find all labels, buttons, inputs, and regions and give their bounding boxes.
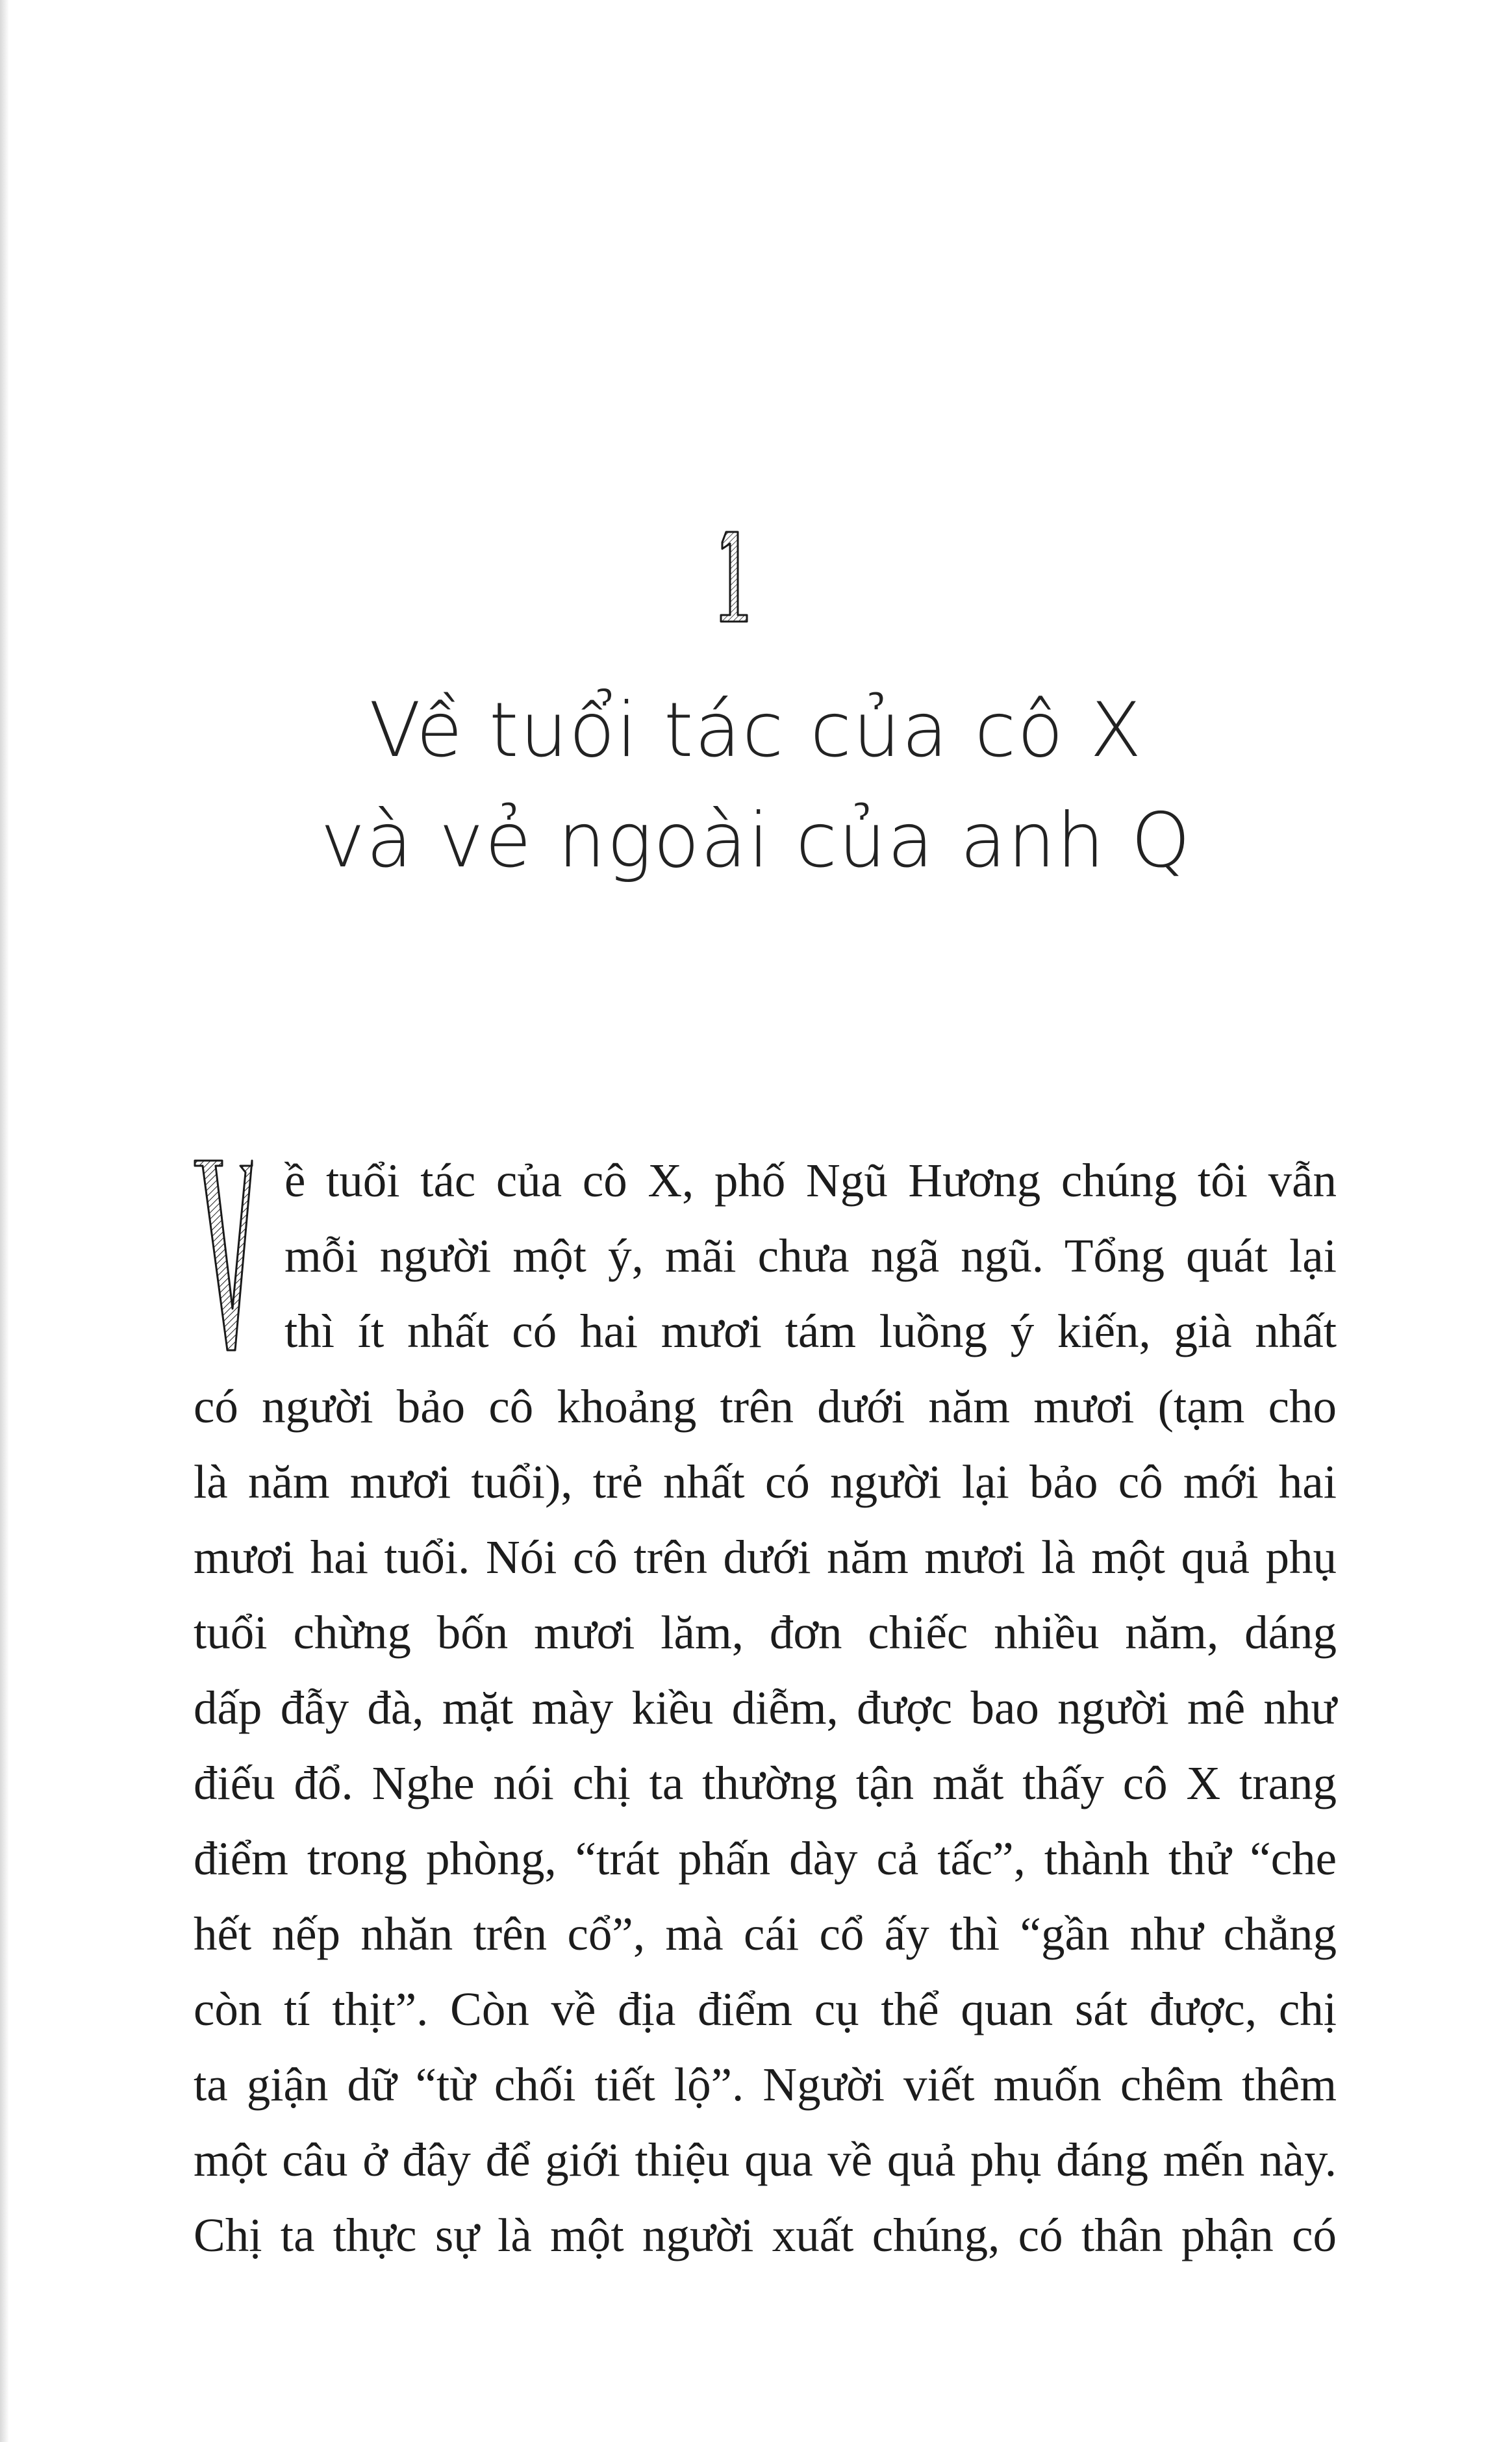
text-line: dấp đẫy đà, mặt mày kiều diễm, được bao người mê như [194, 1681, 1337, 1734]
text-line: thì ít nhất có hai mươi tám luồng ý kiến, già nhất [284, 1305, 1337, 1357]
chapter-title [0, 675, 1512, 896]
chapter-number [714, 529, 756, 624]
text-line: ta giận dữ “từ chối tiết lộ”. Người viết muốn chêm thêm [194, 2058, 1337, 2111]
text-line: là năm mươi tuổi), trẻ nhất có người lại bảo cô mới hai [194, 1455, 1337, 1508]
text-line: ề tuổi tác của cô X, phố Ngũ Hương chúng tôi vẫn [284, 1154, 1337, 1207]
text-line: điểm trong phòng, “trát phấn dày cả tấc”, thành thử “che [194, 1832, 1337, 1885]
text-line: tuổi chừng bốn mươi lăm, đơn chiếc nhiều năm, dáng [194, 1606, 1337, 1659]
text-line: hết nếp nhăn trên cổ”, mà cái cổ ấy thì “gần như chẳng [194, 1907, 1337, 1960]
text-line: mỗi người một ý, mãi chưa ngã ngũ. Tổng quát lại [284, 1229, 1337, 1282]
text-line: có người bảo cô khoảng trên dưới năm mươi (tạm cho [194, 1380, 1337, 1433]
text-line: một câu ở đây để giới thiệu qua về quả phụ đáng mến này. [194, 2134, 1337, 2186]
body-text [194, 1143, 1337, 2273]
chapter-title-line-1: Về tuổi tác của cô X [369, 686, 1143, 774]
text-line: Chị ta thực sự là một người xuất chúng, có thân phận có [194, 2209, 1337, 2261]
text-line: mươi hai tuổi. Nói cô trên dưới năm mươi là một quả phụ [194, 1531, 1337, 1583]
text-line: còn tí thịt”. Còn về địa điểm cụ thể quan sát được, chị [194, 1983, 1337, 2035]
text-line: điếu đổ. Nghe nói chị ta thường tận mắt thấy cô X trang [194, 1757, 1337, 1809]
page-edge-shadow [0, 0, 9, 2442]
chapter-title-line-2: và vẻ ngoài của anh Q [320, 797, 1192, 885]
